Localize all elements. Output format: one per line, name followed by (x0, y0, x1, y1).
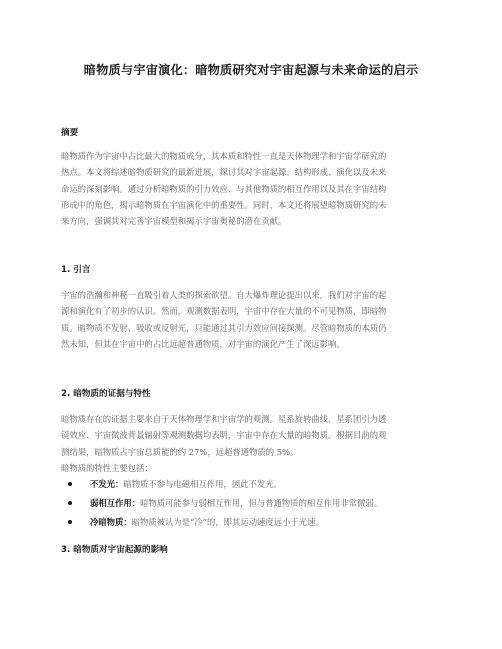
abstract-paragraph (61, 148, 444, 229)
section-1-line: 质。暗物质不发射、吸收或反射光，只能通过其引力效应间接探测。尽管暗物质的本质仍 (61, 322, 387, 333)
property-description: 暗物质可能参与弱相互作用，但与普通物质的相互作用非常微弱。 (140, 498, 383, 508)
list-item (61, 514, 444, 533)
property-description: 暗物质不参与电磁相互作用，因此不发光。 (123, 479, 282, 489)
abstract-line: 形成中的角色，揭示暗物质在宇宙演化中的重要性。同时，本文还将展望暗物质研究的未 (61, 199, 387, 210)
section-1-line: 源和演化有了初步的认识。然而，观测数据表明，宇宙中存在大量的不可见物质，即暗物 (61, 306, 387, 317)
property-term: 冷暗物质： (90, 517, 132, 527)
section-2-line: 暗物质存在的证据主要来自于天体物理学和宇宙学的观测。星系旋转曲线、星系团引力透 (61, 414, 387, 424)
list-item (61, 495, 444, 514)
section-2-line: 暗物质的特性主要包括： (61, 462, 153, 473)
section-3-heading: 3. 暗物质对宇宙起源的影响 (61, 545, 168, 555)
section-2-line: 测结果，暗物质占宇宙总质能的约 27%，远超普通物质的 5%。 (61, 446, 299, 457)
bullet-icon (68, 520, 72, 524)
document-title: 暗物质与宇宙演化：暗物质研究对宇宙起源与未来命运的启示 (83, 63, 419, 77)
property-description: 暗物质被认为是“冷”的，即其运动速度远小于光速。 (131, 517, 324, 527)
section-2-heading: 2. 暗物质的证据与特性 (61, 389, 151, 399)
abstract-line: 暗物质作为宇宙中占比最大的物质成分，其本质和特性一直是天体物理学和宇宙学研究的 (61, 151, 387, 161)
section-1-line: 然未知，但其在宇宙中的占比远超普通物质，对宇宙的演化产生了深远影响。 (61, 338, 345, 349)
section-1-line: 宇宙的浩瀚和神秘一直吸引着人类的探索欲望。自大爆炸理论提出以来，我们对宇宙的起 (61, 290, 387, 300)
property-term: 不发光： (90, 479, 124, 489)
section-2-line: 镜效应、宇宙微波背景辐射等观测数据均表明，宇宙中存在大量的暗物质。根据目前的观 (61, 430, 387, 441)
section-1-heading: 1. 引言 (61, 265, 91, 275)
section-1-paragraph (61, 287, 444, 352)
property-term: 弱相互作用： (90, 498, 141, 508)
abstract-line: 命运的深刻影响。通过分析暗物质的引力效应、与其他物质的相互作用以及其在宇宙结构 (61, 183, 387, 194)
abstract-line: 来方向，强调其对完善宇宙模型和揭示宇宙奥秘的潜在贡献。 (61, 216, 287, 227)
section-2-paragraph (61, 411, 444, 476)
properties-list (61, 476, 444, 533)
abstract-line: 热点。本文将综述暗物质研究的最新进展，探讨其对宇宙起源、结构形成、演化以及未来 (61, 167, 387, 178)
bullet-icon (68, 501, 72, 505)
abstract-heading: 摘要 (61, 128, 79, 138)
bullet-icon (68, 482, 72, 486)
list-item (61, 476, 444, 495)
